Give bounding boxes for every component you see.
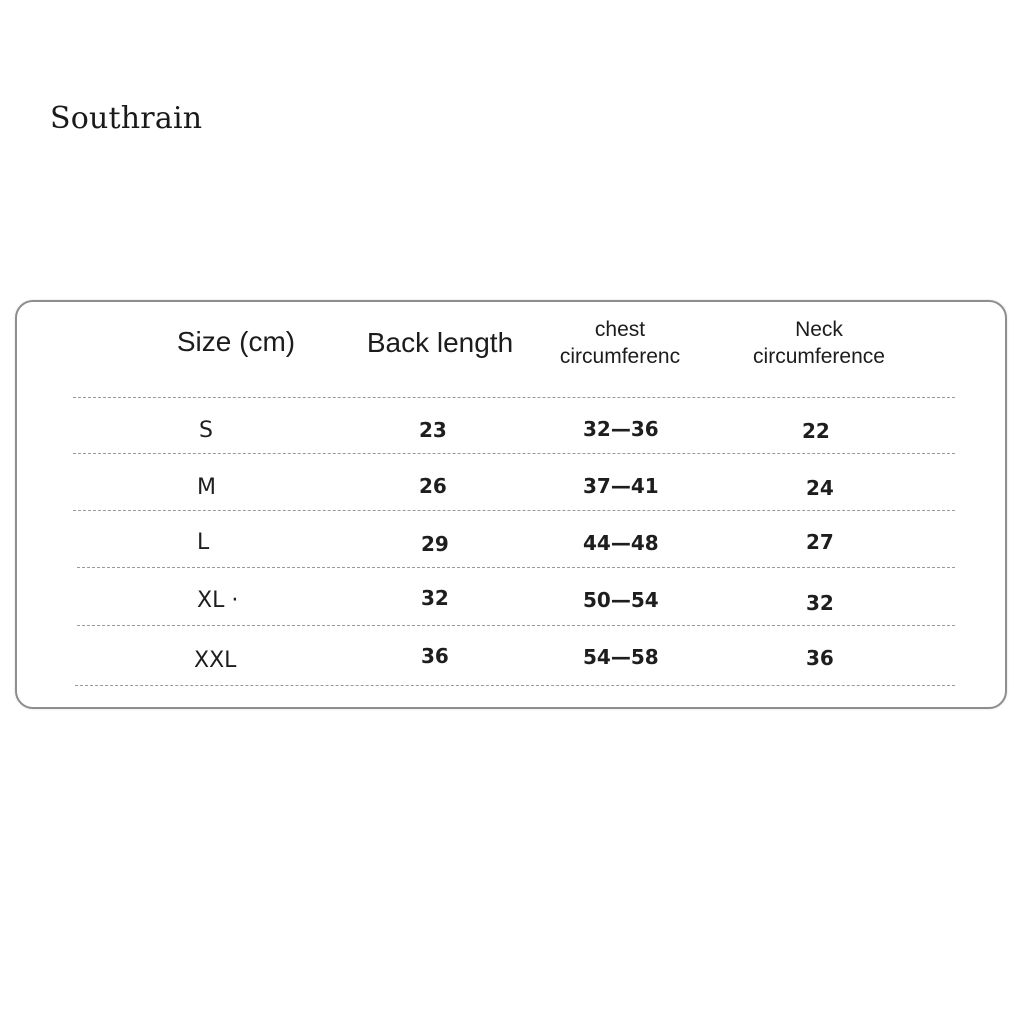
cell-back-length: 36 — [421, 644, 449, 668]
header-chest-circumference — [545, 316, 695, 370]
header-neck-line1: Neck — [795, 318, 843, 341]
header-neck-line2: circumference — [753, 345, 885, 368]
cell-neck: 22 — [802, 419, 830, 443]
cell-chest: 50—54 — [583, 588, 659, 612]
cell-size: M — [197, 475, 216, 500]
cell-neck: 27 — [806, 530, 834, 554]
cell-back-length: 26 — [419, 474, 447, 498]
header-size: Size (cm) — [176, 326, 296, 357]
cell-chest: 37—41 — [583, 474, 659, 498]
cell-chest: 44—48 — [583, 531, 659, 555]
header-back-length: Back length — [366, 327, 514, 358]
cell-size: L — [197, 530, 210, 555]
cell-size: XXL — [194, 648, 237, 673]
row-divider — [73, 510, 955, 511]
row-divider — [73, 397, 955, 398]
cell-chest: 32—36 — [583, 417, 659, 441]
header-chest-line1: chest — [594, 318, 646, 341]
cell-size: XL · — [197, 588, 239, 613]
cell-back-length: 32 — [421, 586, 449, 610]
cell-back-length: 29 — [421, 532, 449, 556]
row-divider — [73, 453, 955, 454]
cell-neck: 24 — [806, 476, 834, 500]
row-divider — [77, 567, 955, 568]
header-neck-circumference — [739, 316, 899, 370]
cell-neck: 36 — [806, 646, 834, 670]
row-divider — [77, 625, 955, 626]
cell-back-length: 23 — [419, 418, 447, 442]
cell-size: S — [199, 418, 213, 443]
brand-name: Southrain — [50, 101, 203, 136]
row-divider — [75, 685, 955, 686]
size-chart-table — [15, 300, 1007, 709]
cell-neck: 32 — [806, 591, 834, 615]
header-chest-line2: circumferenc — [559, 345, 681, 368]
cell-chest: 54—58 — [583, 645, 659, 669]
